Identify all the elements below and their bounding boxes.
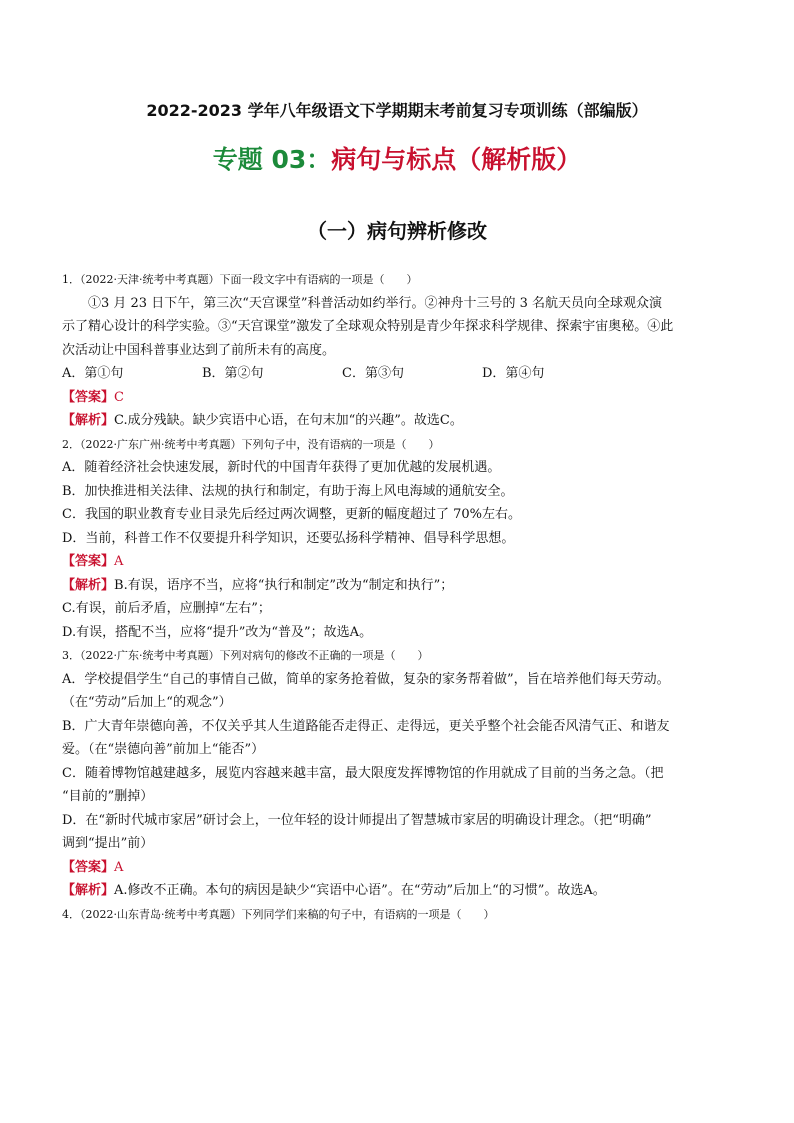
topic-main: 病句与标点（解析版） [331, 145, 582, 174]
q1-answer [62, 386, 734, 410]
analysis-label: 【解析】 [62, 577, 115, 593]
q2-analysis-line: C.有误，前后矛盾，应删掉“左右”； [62, 601, 271, 616]
q1-passage-line: 次活动让中国科普事业达到了前所未有的高度。 [62, 342, 336, 358]
q1-option-c: C．第③句 [342, 366, 404, 381]
analysis-text: C.成分残缺。缺少宾语中心语，在句末加“的兴趣”。故选C。 [114, 413, 463, 428]
q2-option-c: C．我国的职业教育专业目录先后经过两次调整，更新的幅度超过了 70%左右。 [62, 507, 521, 522]
answer-value: A [114, 554, 124, 569]
q1-option-a: A．第①句 [62, 366, 124, 381]
q1-option-b: B．第②句 [202, 366, 264, 381]
q2-option-d: D．当前，科普工作不仅要提升科学知识，还要弘扬科学精神、倡导科学思想。 [62, 530, 515, 546]
q3-option-d: D．在“新时代城市家居”研讨会上，一位年轻的设计师提出了智慧城市家居的明确设计理念。（把“明确” [62, 812, 652, 828]
q3-option-c-cont: “目前的”删掉） [62, 789, 154, 804]
q4-stem: 4．（2022·山东青岛·统考中考真题）下列同学们来稿的句子中，有语病的一项是（ ） [62, 907, 495, 921]
analysis-text: B.有误，语序不当，应将“执行和制定”改为“制定和执行”； [114, 577, 454, 593]
q1-stem: 1．（2022·天津·统考中考真题）下面一段文字中有语病的一项是（ ） [62, 273, 418, 286]
q1-analysis [62, 409, 734, 433]
q2-analysis-line: D.有误，搭配不当，应将“提升”改为“普及”；故选A。 [62, 624, 373, 640]
analysis-label: 【解析】 [62, 413, 115, 428]
answer-label: 【答案】 [62, 859, 115, 875]
q1-option-d: D．第④句 [482, 366, 545, 381]
topic-title [0, 140, 794, 176]
q1-options [62, 362, 734, 386]
q2-option-b: B．加快推进相关法律、法规的执行和制定，有助于海上风电海域的通航安全。 [62, 483, 514, 499]
q3-option-b: B．广大青年崇德向善，不仅关乎其人生道路能否走得正、走得远，更关乎整个社会能否风清气正、和谐友 [62, 718, 670, 734]
q3-option-c: C．随着博物馆越建越多，展览内容越来越丰富，最大限度发挥博物馆的作用就成了目前的当务之急。（把 [62, 765, 664, 781]
q3-option-a-cont: （在“劳动”后加上“的观念”） [62, 695, 232, 710]
answer-value: C [114, 389, 124, 405]
q1-passage-line: 示了精心设计的科学实验。③“天宫课堂”激发了全球观众特别是青少年探求科学规律、探索宇宙奥秘。④此 [62, 319, 674, 334]
analysis-label: 【解析】 [62, 883, 115, 898]
q2-option-a: A．随着经济社会快速发展，新时代的中国青年获得了更加优越的发展机遇。 [62, 460, 501, 475]
q3-analysis [62, 879, 734, 903]
answer-value: A [114, 859, 124, 875]
q3-answer [62, 856, 734, 880]
q3-option-b-cont: 爱。（在“崇德向善”前加上“能否”） [62, 742, 265, 757]
answer-label: 【答案】 [62, 554, 115, 569]
topic-prefix: 专题 03： [212, 145, 332, 174]
analysis-text: A.修改不正确。本句的病因是缺少“宾语中心语”。在“劳动”后加上“的习惯”。故选A。 [114, 883, 606, 898]
question-list [62, 268, 734, 926]
section-title: （一）病句辨析修改 [307, 219, 487, 243]
q3-option-d-cont: 调到“提出”前） [62, 836, 154, 851]
q2-stem: 2．（2022·广东广州·统考中考真题）下列句子中，没有语病的一项是（ ） [62, 437, 440, 451]
q2-answer [62, 550, 734, 574]
q1-passage-line: ①3 月 23 日下午，第三次“天宫课堂”科普活动如约举行。②神舟十三号的 3 名航天员向全球观众演 [88, 295, 663, 311]
q3-stem: 3．（2022·广东·统考中考真题）下列对病句的修改不正确的一项是（ ） [62, 649, 429, 662]
document-title: 2022-2023 学年八年级语文下学期期末考前复习专项训练（部编版） [146, 101, 648, 120]
q3-option-a: A．学校提倡学生“自己的事情自己做，简单的家务抢着做，复杂的家务帮着做”，旨在培养他们每天劳动。 [62, 671, 670, 687]
answer-label: 【答案】 [62, 389, 115, 405]
q2-analysis [62, 574, 734, 598]
